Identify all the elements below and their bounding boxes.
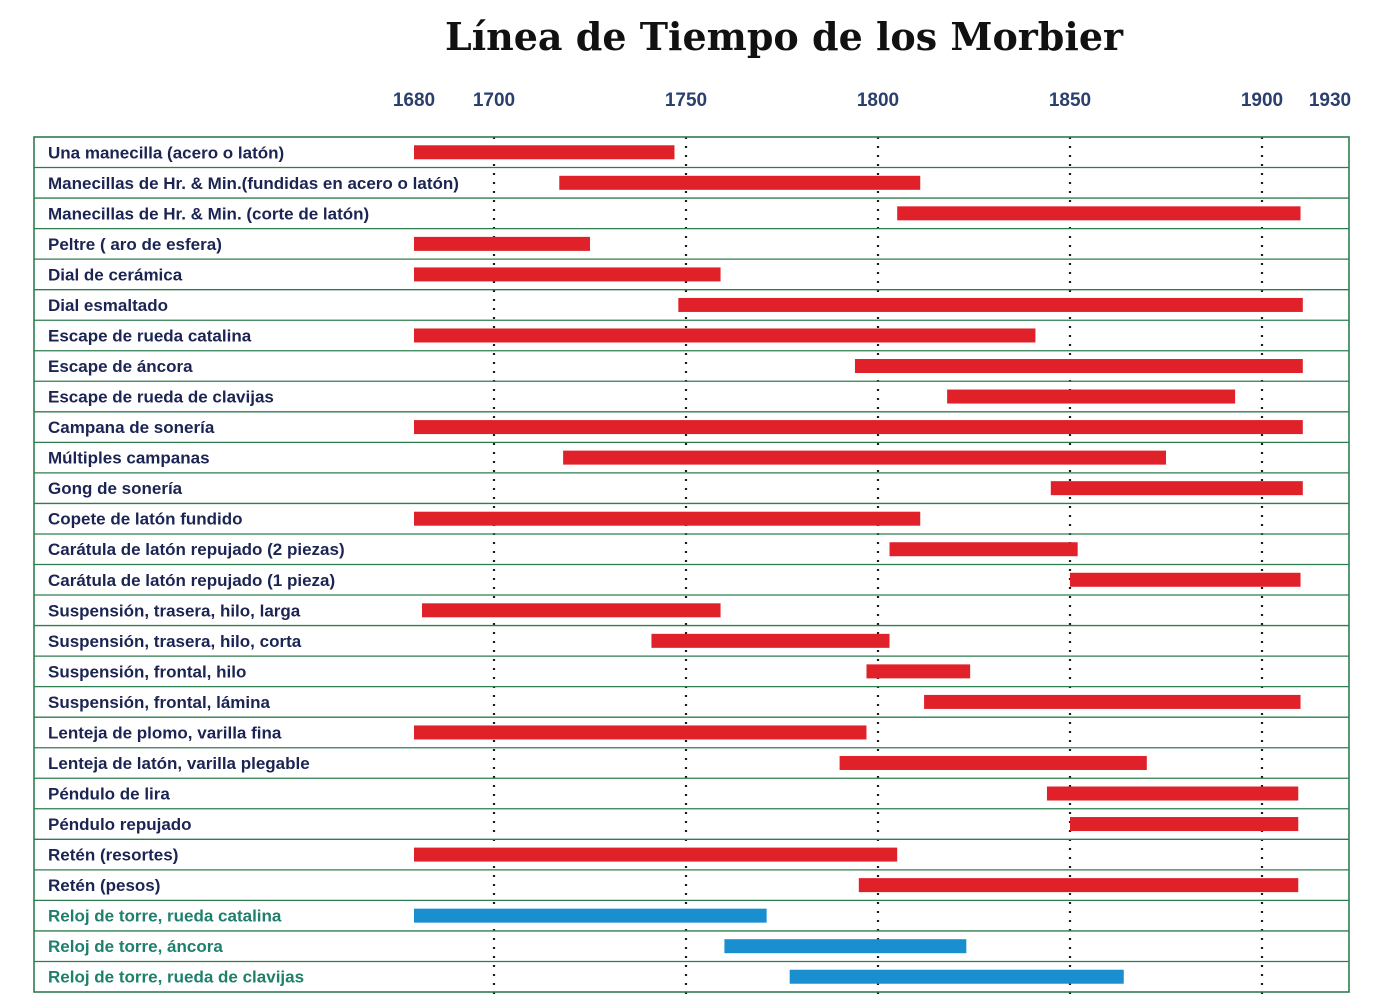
x-tick-label: 1750: [664, 90, 708, 111]
row-label: Reloj de torre, rueda de clavijas: [48, 967, 305, 987]
timeline-bar: [414, 237, 590, 251]
row-label: Retén (resortes): [48, 845, 179, 865]
timeline-bar: [422, 603, 721, 617]
row-label: Péndulo de lira: [48, 784, 170, 804]
timeline-bar: [790, 970, 1124, 984]
row-label: Campana de sonería: [48, 418, 215, 438]
row-label: Escape de rueda de clavijas: [48, 387, 274, 407]
row-label: Reloj de torre, rueda catalina: [48, 906, 282, 926]
timeline-bar: [559, 176, 920, 190]
timeline-bar: [890, 542, 1078, 556]
row-label: Dial de cerámica: [48, 265, 183, 285]
row-label: Dial esmaltado: [48, 295, 168, 315]
x-tick-label: 1680: [392, 90, 436, 111]
x-tick-label: 1800: [856, 90, 900, 111]
timeline-bar: [724, 939, 966, 953]
timeline-bar: [414, 909, 767, 923]
x-tick-label: 1850: [1048, 90, 1092, 111]
timeline-bar: [947, 390, 1235, 404]
row-label: Manecillas de Hr. & Min. (corte de latón): [48, 204, 370, 224]
timeline-bar: [859, 878, 1298, 892]
timeline-bar: [563, 451, 1166, 465]
timeline-bar: [924, 695, 1300, 709]
timeline-bar: [678, 298, 1302, 312]
row-label: Suspensión, trasera, hilo, corta: [48, 631, 302, 651]
row-label: Suspensión, frontal, lámina: [48, 692, 270, 712]
timeline-bar: [855, 359, 1303, 373]
timeline-bar: [840, 756, 1147, 770]
timeline-bar: [414, 145, 674, 159]
row-label: Copete de latón fundido: [48, 509, 243, 529]
timeline-bar: [414, 725, 866, 739]
timeline-bar: [414, 420, 1303, 434]
row-label: Múltiples campanas: [48, 448, 210, 468]
row-label: Escape de áncora: [48, 357, 193, 377]
timeline-bar: [1047, 787, 1298, 801]
timeline-bar: [414, 848, 897, 862]
timeline-bar: [1070, 817, 1298, 831]
row-label: Suspensión, frontal, hilo: [48, 662, 247, 682]
timeline-bar: [651, 634, 889, 648]
chart-title: Línea de Tiempo de los Morbier: [444, 14, 1124, 59]
timeline-bar: [414, 328, 1035, 342]
x-tick-label: 1900: [1240, 90, 1284, 111]
row-label: Péndulo repujado: [48, 815, 192, 835]
row-label: Peltre ( aro de esfera): [48, 234, 222, 254]
timeline-bar: [1070, 573, 1301, 587]
row-label: Retén (pesos): [48, 876, 161, 896]
row-label: Carátula de latón repujado (2 piezas): [48, 540, 345, 560]
row-label: Lenteja de plomo, varilla fina: [48, 723, 282, 743]
timeline-bar: [414, 512, 920, 526]
row-label: Manecillas de Hr. & Min.(fundidas en acero o latón): [48, 173, 459, 193]
row-label: Escape de rueda catalina: [48, 326, 252, 346]
row-label: Reloj de torre, áncora: [48, 937, 223, 957]
timeline-bar: [1051, 481, 1303, 495]
row-label: Carátula de latón repujado (1 pieza): [48, 570, 336, 590]
row-label: Lenteja de latón, varilla plegable: [48, 753, 310, 773]
x-tick-label: 1700: [472, 90, 516, 111]
row-label: Gong de sonería: [48, 479, 183, 499]
timeline-bar: [414, 267, 721, 281]
x-tick-label: 1930: [1308, 90, 1352, 111]
timeline-bar: [866, 664, 970, 678]
row-label: Una manecilla (acero o latón): [48, 143, 285, 163]
row-label: Suspensión, trasera, hilo, larga: [48, 601, 301, 621]
timeline-bar: [897, 206, 1300, 220]
